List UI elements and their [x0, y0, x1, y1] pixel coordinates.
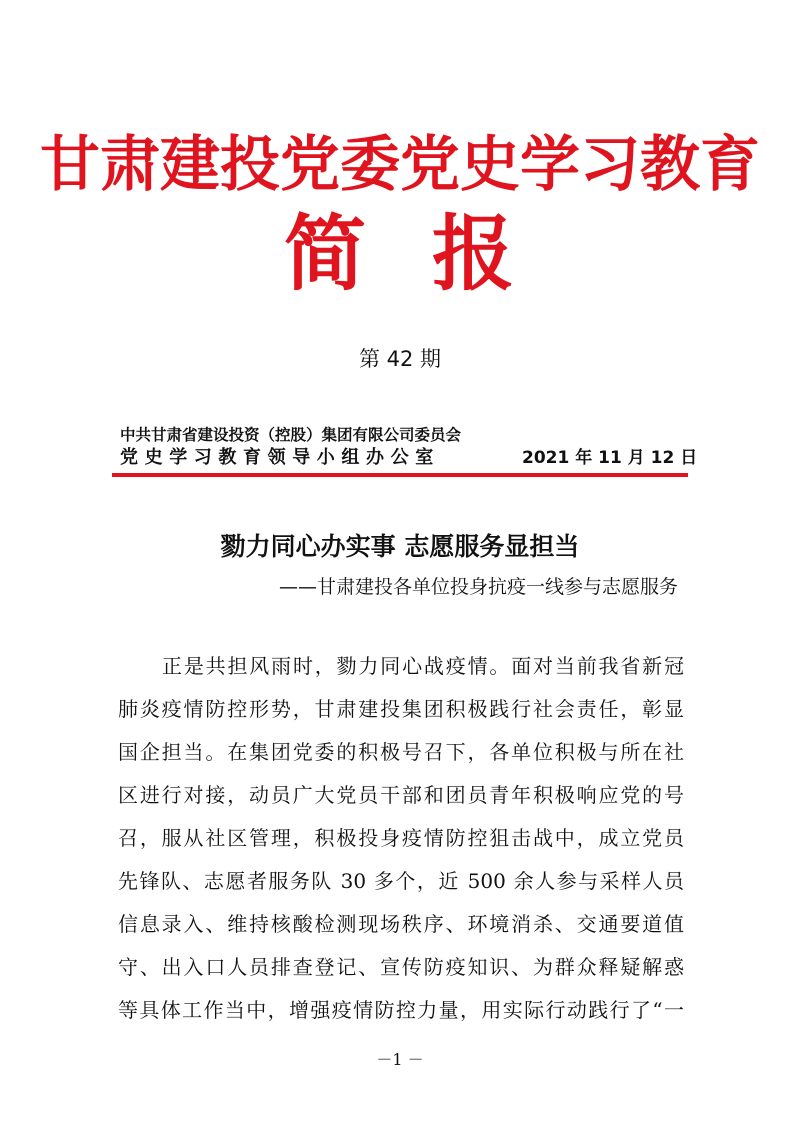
masthead-brief [0, 207, 800, 302]
body-line: 等具体工作当中，增强疫情防控力量，用实际行动践行了“一 [118, 998, 684, 1022]
issue-number: 第 42 期 [358, 347, 442, 371]
body-line: 区进行对接，动员广大党员干部和团员青年积极响应党的号 [118, 783, 684, 807]
masthead-title: 甘肃建投党委党史学习教育 [40, 130, 760, 200]
page-number: －1 － [376, 1050, 424, 1069]
body-line: 国企担当。在集团党委的积极号召下，各单位积极与所在社 [118, 740, 684, 764]
body-line: 肺炎疫情防控形势，甘肃建投集团积极践行社会责任，彰显 [118, 697, 684, 721]
masthead-brief-char: 报 [432, 207, 515, 302]
article-title: 勠力同心办实事 志愿服务显担当 [220, 532, 580, 561]
body-line: 守、出入口人员排查登记、宣传防疫知识、为群众释疑解惑 [118, 955, 684, 979]
issuer-organization: 中共甘肃省建设投资（控股）集团有限公司委员会 [120, 426, 462, 444]
red-divider-rule [112, 473, 688, 477]
body-line: 先锋队、志愿者服务队 30 多个，近 500 余人参与采样人员 [118, 869, 684, 893]
issue-date: 2021 年 11 月 12 日 [522, 448, 698, 468]
body-line: 正是共担风雨时，勠力同心战疫情。面对当前我省新冠 [162, 654, 684, 678]
body-line: 信息录入、维持核酸检测现场秩序、环境消杀、交通要道值 [118, 912, 684, 936]
body-line: 召，服从社区管理，积极投身疫情防控狙击战中，成立党员 [118, 826, 684, 850]
article-subtitle: ——甘肃建投各单位投身抗疫一线参与志愿服务 [278, 576, 678, 598]
masthead-brief-char: 简 [284, 207, 367, 302]
issuer-office: 党史学习教育领导小组办公室 [120, 447, 440, 468]
